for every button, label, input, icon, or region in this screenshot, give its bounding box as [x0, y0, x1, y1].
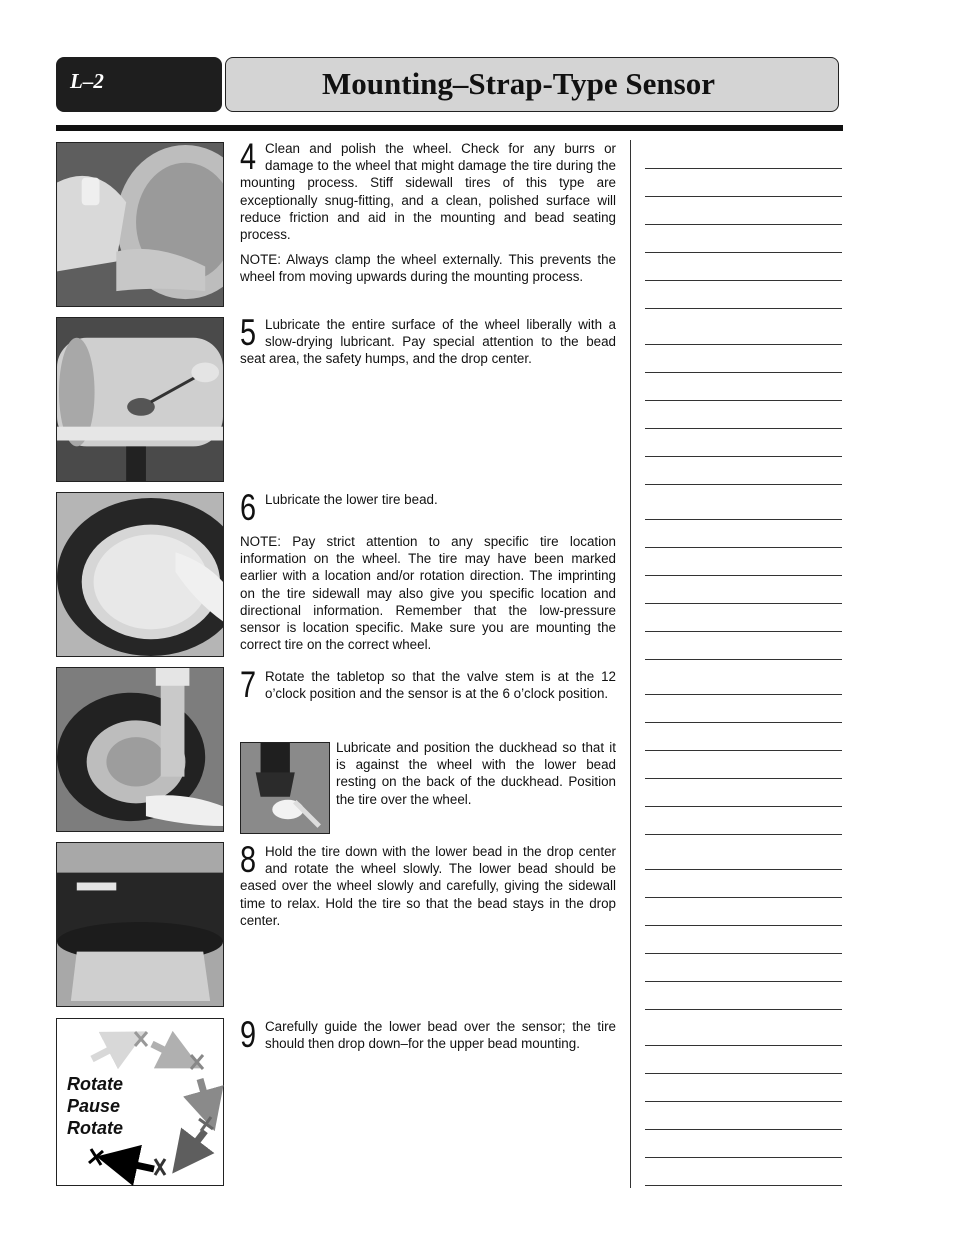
step-number: 6 [240, 487, 257, 528]
step-number: 7 [240, 664, 257, 705]
step-paragraph: Lubricate the lower tire bead. [265, 492, 438, 507]
step-note: NOTE: Always clamp the wheel externally. This prevents the wheel from moving upwards during the mounting process. [240, 252, 616, 285]
step-number: 9 [240, 1014, 257, 1055]
photo-polish-wheel [56, 142, 224, 307]
notes-line [645, 1073, 842, 1074]
step-9 [240, 1014, 616, 1060]
notes-line [645, 1009, 842, 1010]
notes-line [645, 659, 842, 660]
notes-line [645, 547, 842, 548]
photo-tire-drop-center [56, 842, 224, 1007]
step-paragraph: Rotate the tabletop so that the valve stem is at the 12 o’clock position and the sensor is at the 6 o’clock position. [265, 669, 616, 702]
notes-line [645, 372, 842, 373]
step-number: 5 [240, 312, 257, 353]
notes-line [645, 722, 842, 723]
notes-line [645, 224, 842, 225]
step-note: NOTE: Pay strict attention to any specific tire location information on the wheel. The tire may have been marked earlier with a location and/or rotation direction. The imprinting on the tire sidewall may also give you specific location and directional information. Remember that the low-pressure sensor is location specific. Make sure you are mounting the correct tire on the correct wheel. [240, 534, 616, 653]
rotate-pause-diagram [56, 1018, 224, 1186]
notes-line [645, 168, 842, 169]
notes-line [645, 1185, 842, 1186]
notes-line [645, 1045, 842, 1046]
step-number: 8 [240, 839, 257, 880]
step-8 [240, 839, 616, 937]
notes-line [645, 519, 842, 520]
notes-line [645, 750, 842, 751]
notes-line [645, 280, 842, 281]
notes-line [645, 834, 842, 835]
step-7-subtext: Lubricate and position the duckhead so that it is against the wheel with the lower bead resting on the back of the duckhead. Position the tire over the wheel. [336, 740, 616, 807]
notes-line [645, 484, 842, 485]
step-number: 4 [240, 136, 257, 177]
notes-line [645, 603, 842, 604]
page-number-tab [56, 57, 222, 112]
notes-line [645, 925, 842, 926]
notes-line [645, 1129, 842, 1130]
photo-lubricate-wheel [56, 317, 224, 482]
notes-line [645, 1157, 842, 1158]
pause-label: Pause [67, 1096, 121, 1116]
rotate-label-2: Rotate [67, 1118, 124, 1138]
notes-line [645, 869, 842, 870]
notes-line [645, 252, 842, 253]
notes-line [645, 981, 842, 982]
step-paragraph: Clean and polish the wheel. Check for any burrs or damage to the wheel that might damage the tire during the mounting process. Stiff sidewall tires of this type are exceptionally snug-fitting, and a clean, polished surface will reduce friction and aid in the mounting and bead seating process. [240, 141, 616, 243]
step-paragraph: Hold the tire down with the lower bead in the drop center and rotate the wheel slowly. The lower bead should be eased over the wheel slowly and carefully, giving the sidewall time to relax. Hold the tire so that the bead stays in the drop center. [240, 844, 616, 928]
notes-line [645, 694, 842, 695]
title-bar [225, 57, 839, 112]
notes-line [645, 897, 842, 898]
notes-line [645, 778, 842, 779]
notes-line [645, 575, 842, 576]
step-4 [240, 136, 616, 294]
header-rule [56, 125, 843, 131]
notes-line [645, 953, 842, 954]
notes-line [645, 428, 842, 429]
notes-line [645, 456, 842, 457]
notes-line [645, 196, 842, 197]
page-title: Mounting–Strap-Type Sensor [322, 66, 715, 101]
step-7 [240, 664, 616, 710]
page-number: L–2 [70, 69, 104, 93]
column-divider [630, 140, 631, 1188]
notes-line [645, 631, 842, 632]
notes-line [645, 308, 842, 309]
notes-line [645, 344, 842, 345]
photo-rotate-tabletop [56, 667, 224, 832]
photo-lubricate-bead [56, 492, 224, 657]
photo-duckhead [240, 742, 330, 834]
step-6 [240, 487, 616, 661]
notes-line [645, 400, 842, 401]
notes-line [645, 1101, 842, 1102]
step-5 [240, 312, 616, 376]
step-paragraph: Carefully guide the lower bead over the sensor; the tire should then drop down–for the upper bead mounting. [265, 1019, 616, 1052]
step-paragraph: Lubricate the entire surface of the wheel liberally with a slow-drying lubricant. Pay special attention to the bead seat area, the safety humps, and the drop center. [240, 317, 616, 367]
notes-line [645, 806, 842, 807]
rotate-label-1: Rotate [67, 1074, 124, 1094]
